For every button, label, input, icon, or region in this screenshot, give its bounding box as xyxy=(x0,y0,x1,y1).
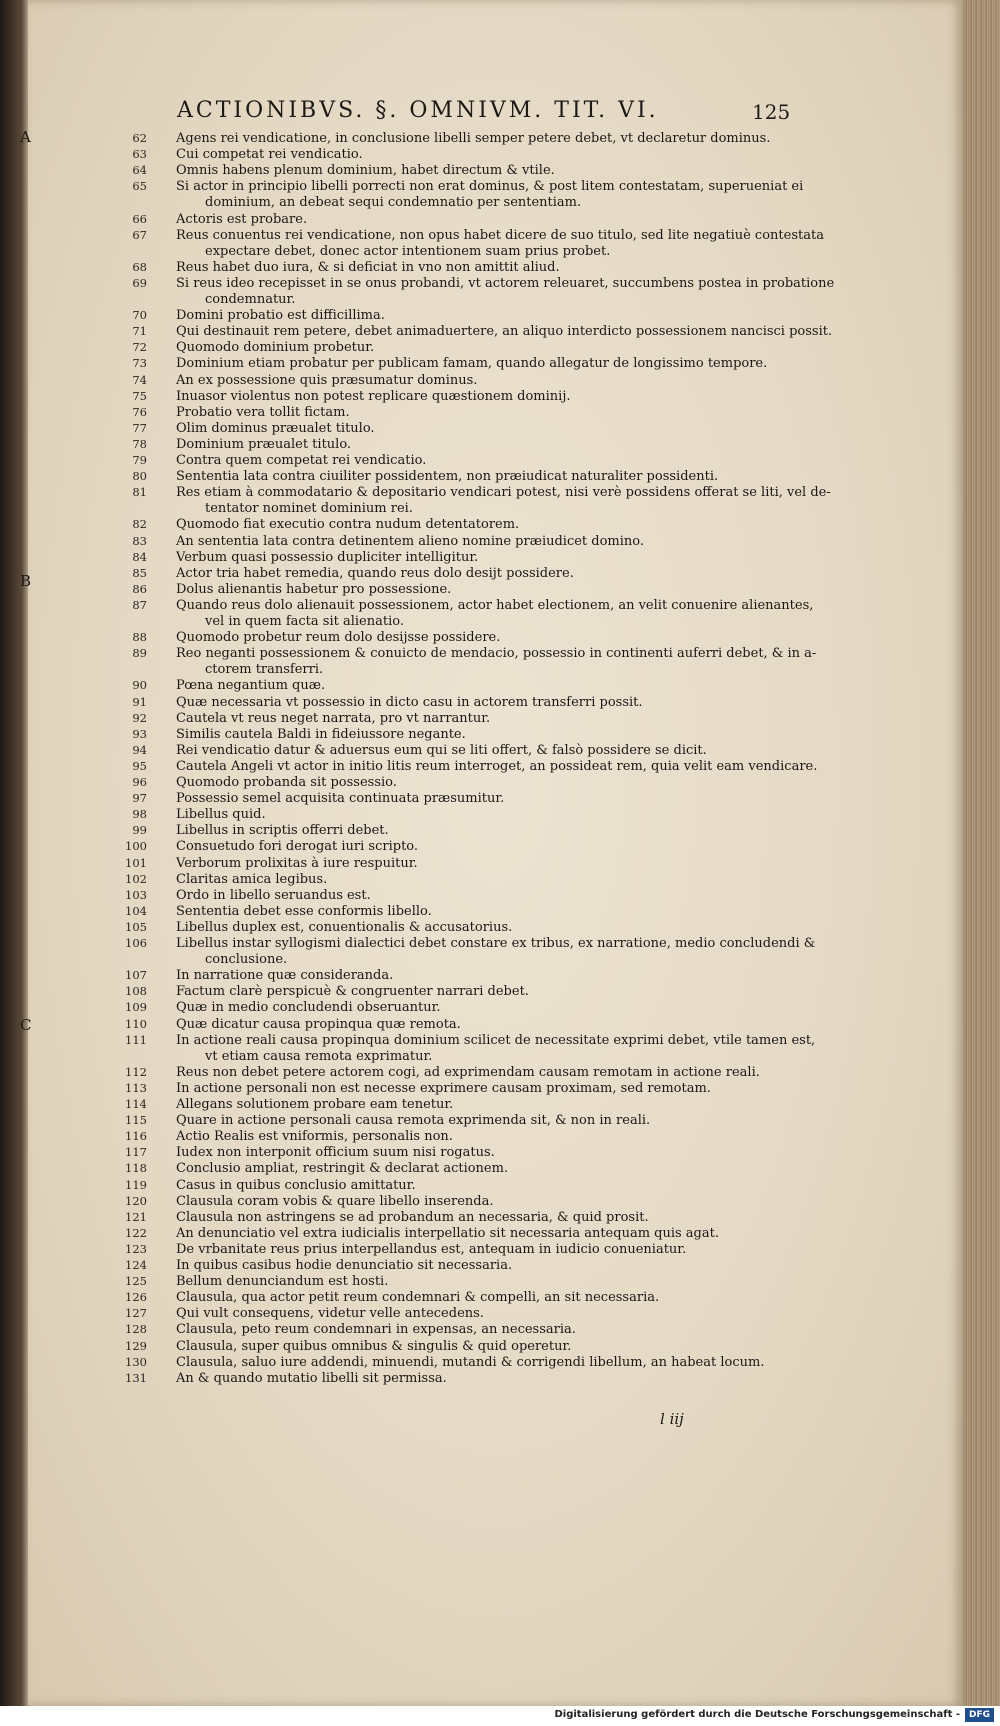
entry-number: 92 xyxy=(132,710,147,725)
entry-number: 86 xyxy=(132,581,147,596)
entry-text: De vrbanitate reus prius interpellandus est, antequam in iudicio conueniatur. xyxy=(176,1241,687,1257)
entry-text: Quæ dicatur causa propinqua quæ remota. xyxy=(176,1016,461,1032)
entry-text: Libellus quid. xyxy=(176,807,266,823)
entry-text: Quomodo probetur reum dolo desijsse possidere. xyxy=(176,630,501,646)
entry-text: Reus non debet petere actorem cogi, ad exprimendam causam remotam in actione reali. xyxy=(176,1064,760,1080)
entry-text: An & quando mutatio libelli sit permissa. xyxy=(176,1370,447,1386)
entry-number: 99 xyxy=(132,823,147,838)
entry-number: 62 xyxy=(132,131,147,145)
entry-text: Rei vendicatio datur & aduersus eum qui se liti offert, & falsò possidere se dicit. xyxy=(176,742,707,758)
entry-number: 93 xyxy=(132,726,147,741)
entry-text: Dolus alienantis habetur pro possessione. xyxy=(176,581,452,597)
entry-text: Reo neganti possessionem & conuicto de mendacio, possessio in continenti auferri debet, & in a- xyxy=(176,646,817,662)
entry-text: Clausula coram vobis & quare libello inserenda. xyxy=(176,1193,494,1209)
margin-letter-b: B xyxy=(20,572,32,590)
entry-text-continuation: dominium, an debeat sequi condemnatio per sententiam. xyxy=(205,195,582,211)
entry-text: Sententia debet esse conformis libello. xyxy=(176,903,432,919)
entry-number: 90 xyxy=(132,678,147,693)
entry-number: 122 xyxy=(125,1225,147,1240)
entry-text: Si actor in principio libelli porrecti non erat dominus, & post litem contestatam, superueniat ei xyxy=(176,179,804,195)
entry-number: 91 xyxy=(132,694,147,709)
entry-text-continuation: vt etiam causa remota exprimatur. xyxy=(205,1048,433,1064)
entry-number: 95 xyxy=(132,758,147,773)
entry-text: Inuasor violentus non potest replicare quæstionem dominij. xyxy=(176,388,571,404)
entry-text: Libellus duplex est, conuentionalis & accusatorius. xyxy=(176,919,513,935)
entry-text: Quæ in medio concludendi obseruantur. xyxy=(176,1000,441,1016)
entry-number: 115 xyxy=(125,1113,147,1128)
entry-number: 81 xyxy=(132,485,147,500)
entry-number: 79 xyxy=(132,453,147,467)
entry-number: 118 xyxy=(125,1161,147,1176)
entry-number: 82 xyxy=(132,517,147,532)
running-title: ACTIONIBVS. §. OMNIVM. TIT. VI. xyxy=(177,98,659,123)
entry-text: Sententia lata contra ciuiliter possidentem, non præiudicat naturaliter possidenti. xyxy=(176,469,719,485)
entry-number: 77 xyxy=(132,420,147,435)
entry-text: In quibus casibus hodie denunciatio sit necessaria. xyxy=(176,1258,513,1273)
entry-number: 98 xyxy=(132,807,147,822)
entry-text: Qui destinauit rem petere, debet animaduertere, an aliquo interdicto possessionem nancisci possit. xyxy=(176,324,833,340)
entry-text: Contra quem competat rei vendicatio. xyxy=(176,453,427,468)
entry-text: In actione personali non est necesse exprimere causam proximam, sed remotam. xyxy=(176,1080,711,1096)
entry-number: 104 xyxy=(125,903,147,918)
entry-number: 125 xyxy=(125,1274,147,1289)
entry-text: Quomodo probanda sit possessio. xyxy=(176,775,397,790)
entry-text: Quomodo dominium probetur. xyxy=(176,340,375,356)
entry-number: 116 xyxy=(125,1129,147,1144)
entry-number: 110 xyxy=(125,1016,147,1031)
entry-number: 117 xyxy=(125,1145,147,1160)
entry-text: Similis cautela Baldi in fideiussore negante. xyxy=(176,726,466,742)
entry-number: 108 xyxy=(125,984,147,999)
entry-text: Conclusio ampliat, restringit & declarat actionem. xyxy=(176,1161,509,1177)
entry-number: 131 xyxy=(125,1370,147,1385)
entry-number: 64 xyxy=(132,163,147,178)
entry-number: 96 xyxy=(132,775,147,789)
entry-number: 85 xyxy=(132,565,147,580)
entry-number: 76 xyxy=(132,404,147,419)
entry-number: 102 xyxy=(125,871,147,886)
entry-text: Ordo in libello seruandus est. xyxy=(176,887,371,903)
entry-text: Clausula non astringens se ad probandum an necessaria, & quid prosit. xyxy=(176,1209,649,1225)
entry-number: 78 xyxy=(132,436,147,451)
entry-text: Verborum prolixitas à iure respuitur. xyxy=(176,855,418,871)
entry-number: 124 xyxy=(125,1258,147,1272)
entry-number: 103 xyxy=(125,887,147,902)
entry-number: 68 xyxy=(132,259,147,274)
entry-text: An sententia lata contra detinentem alieno nomine præiudicet domino. xyxy=(176,533,645,549)
entry-text: Domini probatio est difficillima. xyxy=(176,308,385,324)
entry-text: Reus habet duo iura, & si deficiat in vno non amittit aliud. xyxy=(176,259,560,275)
entry-text: Dominium etiam probatur per publicam famam, quando allegatur de longissimo tempore. xyxy=(176,356,768,372)
entry-number: 114 xyxy=(125,1097,147,1111)
entry-number: 97 xyxy=(132,791,147,806)
entry-number: 94 xyxy=(132,742,147,757)
entry-number: 73 xyxy=(132,356,147,371)
entry-text: Actoris est probare. xyxy=(176,211,308,227)
entry-text: An denunciatio vel extra iudicialis interpellatio sit necessaria antequam quis agat. xyxy=(176,1225,719,1241)
entry-number: 106 xyxy=(125,936,147,950)
entry-text: Probatio vera tollit fictam. xyxy=(176,404,350,420)
entry-number: 111 xyxy=(125,1032,147,1047)
margin-letter-a: A xyxy=(20,128,31,146)
entry-text: Quomodo fiat executio contra nudum detentatorem. xyxy=(176,517,520,533)
entry-text: Qui vult consequens, videtur velle antecedens. xyxy=(176,1306,484,1322)
entry-text: Quæ necessaria vt possessio in dicto casu in actorem transferri possit. xyxy=(176,694,643,710)
entry-number: 107 xyxy=(125,968,147,983)
entry-text: Clausula, qua actor petit reum condemnari & compelli, an sit necessaria. xyxy=(176,1290,660,1306)
entry-number: 128 xyxy=(125,1322,147,1337)
entry-number: 71 xyxy=(132,324,147,339)
entry-number: 67 xyxy=(132,227,147,242)
entry-number: 66 xyxy=(132,211,147,226)
entry-number: 100 xyxy=(125,839,147,854)
entry-text: Clausula, saluo iure addendi, minuendi, mutandi & corrigendi libellum, an habeat locum. xyxy=(176,1354,765,1370)
entry-text-continuation: vel in quem facta sit alienatio. xyxy=(205,614,404,629)
entry-text: Factum clarè perspicuè & congruenter narrari debet. xyxy=(176,984,529,1000)
entry-text: Si reus ideo recepisset in se onus probandi, vt actorem releuaret, succumbens postea in probatione xyxy=(176,275,835,291)
entry-text: Casus in quibus conclusio amittatur. xyxy=(176,1177,416,1193)
entry-text-continuation: ctorem transferri. xyxy=(205,662,324,678)
entry-text-continuation: tentator nominet dominium rei. xyxy=(205,501,413,517)
entry-text: In narratione quæ consideranda. xyxy=(176,968,394,984)
entry-text: Bellum denunciandum est hosti. xyxy=(176,1274,389,1290)
signature-mark: l iij xyxy=(660,1410,684,1428)
entry-text: In actione reali causa propinqua dominium scilicet de necessitate exprimi debet, vtile tamen est, xyxy=(176,1032,816,1048)
entry-text: Consuetudo fori derogat iuri scripto. xyxy=(176,839,419,855)
entry-text: Quare in actione personali causa remota exprimenda sit, & non in reali. xyxy=(176,1113,651,1129)
entry-number: 113 xyxy=(125,1080,147,1095)
entry-text: Dominium præualet titulo. xyxy=(176,436,352,452)
entry-text-continuation: conclusione. xyxy=(205,952,288,968)
entry-text: Agens rei vendicatione, in conclusione libelli semper petere debet, vt declaretur dominus. xyxy=(176,131,771,146)
entry-number: 130 xyxy=(125,1354,147,1369)
entry-text: Iudex non interponit officium suum nisi rogatus. xyxy=(176,1145,495,1161)
entry-text: Clausula, super quibus omnibus & singulis & quid operetur. xyxy=(176,1338,572,1354)
entry-text: Quando reus dolo alienauit possessionem, actor habet electionem, an velit conuenire alienantes, xyxy=(176,597,814,613)
entry-text: Allegans solutionem probare eam tenetur. xyxy=(176,1097,454,1112)
entry-text: Cautela vt reus neget narrata, pro vt narrantur. xyxy=(176,710,491,726)
page-edges xyxy=(963,0,1000,1706)
entry-text: Clausula, peto reum condemnari in expensas, an necessaria. xyxy=(176,1322,576,1338)
entry-text: Cautela Angeli vt actor in initio litis reum interroget, an possideat rem, quia velit eam vendicare. xyxy=(176,758,818,774)
entry-number: 72 xyxy=(132,340,147,355)
entry-number: 119 xyxy=(125,1177,147,1192)
entry-number: 75 xyxy=(132,388,147,403)
entry-number: 109 xyxy=(125,1000,147,1015)
entry-number: 83 xyxy=(132,533,147,548)
dfg-logo: DFG xyxy=(965,1708,994,1722)
digitization-credit: Digitalisierung gefördert durch die Deutsche Forschungsgemeinschaft - xyxy=(554,1709,960,1720)
entry-text-continuation: condemnatur. xyxy=(205,292,296,307)
entry-number: 123 xyxy=(125,1241,147,1256)
entry-number: 126 xyxy=(125,1290,147,1305)
entry-number: 127 xyxy=(125,1306,147,1321)
entry-number: 88 xyxy=(132,630,147,645)
entry-number: 101 xyxy=(125,855,147,870)
entry-number: 120 xyxy=(125,1193,147,1208)
entry-number: 105 xyxy=(125,919,147,934)
entry-text: Omnis habens plenum dominium, habet directum & vtile. xyxy=(176,163,555,179)
entry-text: Res etiam à commodatario & depositario vendicari potest, nisi verè possidens offerat se liti, vel de- xyxy=(176,485,831,501)
entry-number: 80 xyxy=(132,469,147,484)
entry-text: Libellus in scriptis offerri debet. xyxy=(176,823,389,839)
entry-text: Pœna negantium quæ. xyxy=(176,678,326,694)
margin-letter-c: C xyxy=(20,1016,32,1034)
entry-number: 63 xyxy=(132,147,147,162)
entry-text: Claritas amica legibus. xyxy=(176,871,328,887)
entry-number: 70 xyxy=(132,308,147,323)
entry-number: 65 xyxy=(132,179,147,194)
page-number: 125 xyxy=(752,100,791,124)
entry-text-continuation: expectare debet, donec actor intentionem suam prius probet. xyxy=(205,243,611,259)
entry-number: 69 xyxy=(132,275,147,290)
entry-number: 112 xyxy=(125,1064,147,1079)
entry-number: 121 xyxy=(125,1209,147,1224)
entry-text: Actor tria habet remedia, quando reus dolo desijt possidere. xyxy=(176,565,574,581)
entry-text: Possessio semel acquisita continuata præsumitur. xyxy=(176,791,505,807)
entry-text: Verbum quasi possessio dupliciter intelligitur. xyxy=(176,549,479,565)
entry-number: 74 xyxy=(132,372,147,387)
entry-text: Cui competat rei vendicatio. xyxy=(176,147,363,163)
entry-text: An ex possessione quis præsumatur dominus. xyxy=(176,372,478,388)
entry-number: 87 xyxy=(132,597,147,612)
entry-text: Actio Realis est vniformis, personalis non. xyxy=(176,1129,453,1145)
entry-text: Olim dominus præualet titulo. xyxy=(176,420,375,436)
entry-text: Libellus instar syllogismi dialectici debet constare ex tribus, ex narratione, medio concludendi & xyxy=(176,936,816,951)
entry-number: 89 xyxy=(132,646,147,661)
entry-number: 84 xyxy=(132,549,147,564)
entry-text: Reus conuentus rei vendicatione, non opus habet dicere de suo titulo, sed lite negatiuè contestata xyxy=(176,227,824,243)
entry-number: 129 xyxy=(125,1338,147,1353)
